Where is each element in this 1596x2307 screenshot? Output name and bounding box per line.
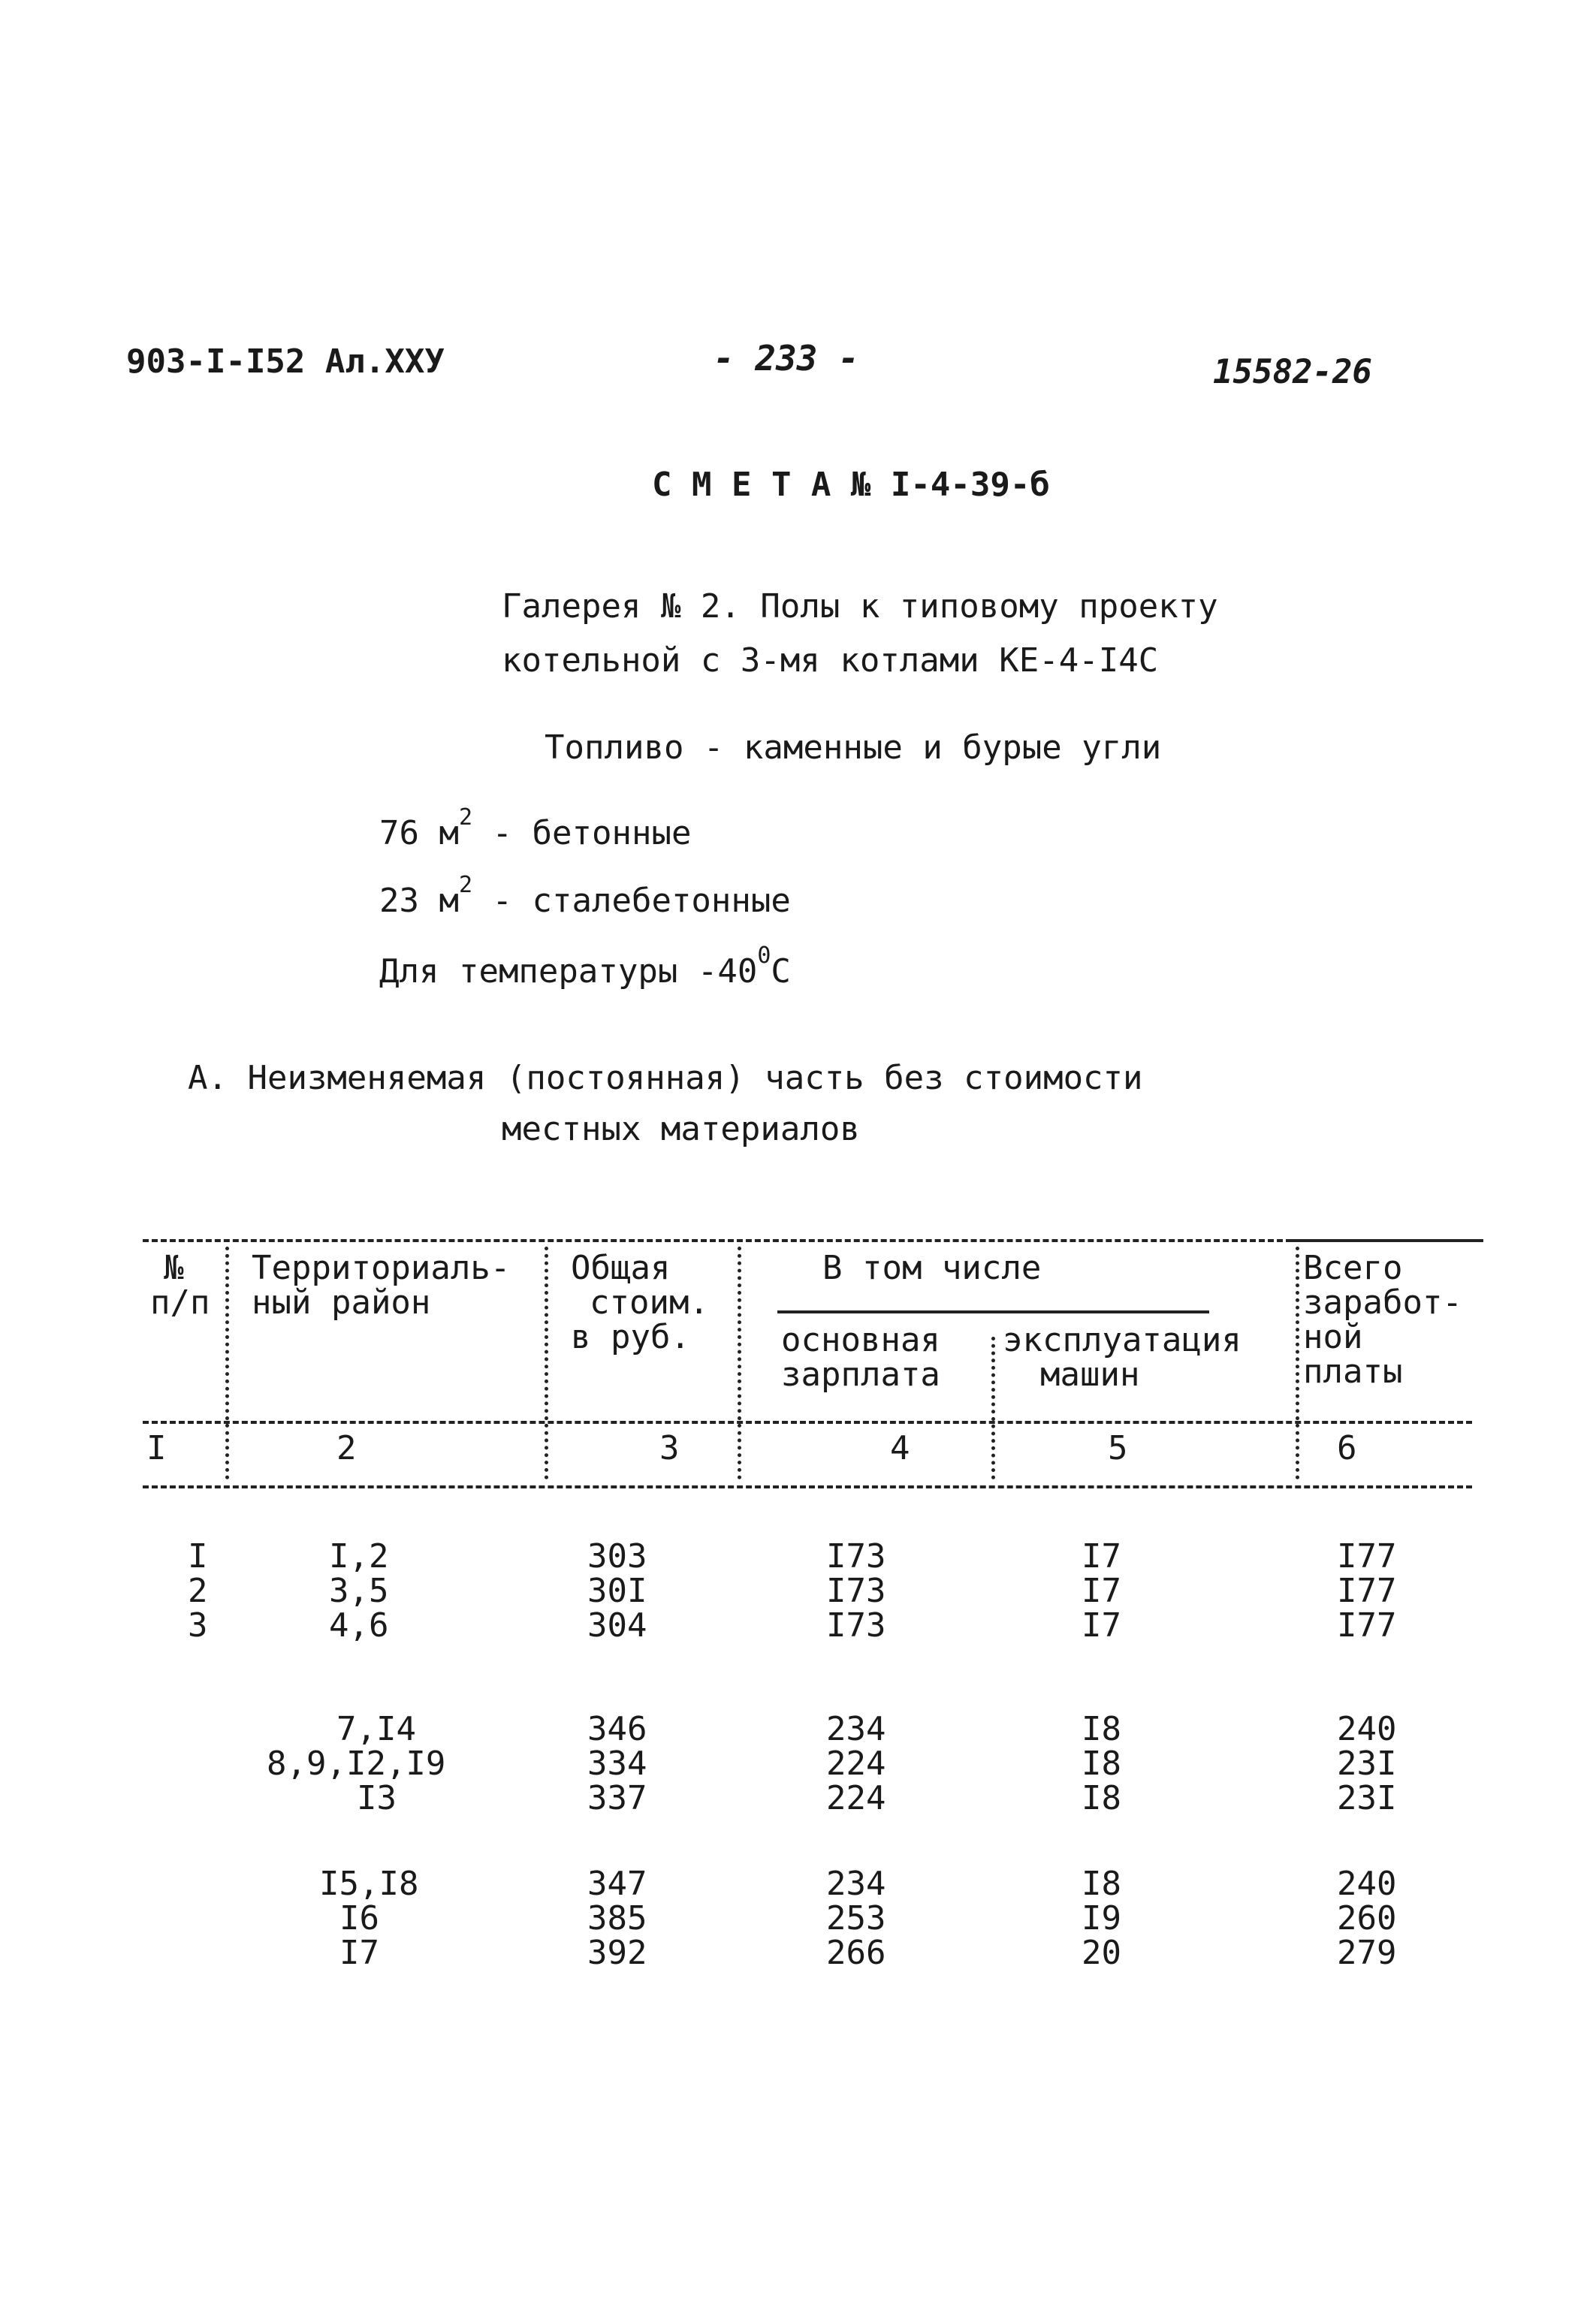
row-number: 2 [188, 1572, 208, 1610]
archive-number: 15582-26 [1213, 353, 1372, 391]
row-wage: 266 [826, 1934, 886, 1972]
col-separator-2 [545, 1247, 548, 1479]
row-region: I6 [339, 1899, 379, 1938]
row-wage: 224 [826, 1779, 886, 1817]
area2-text: - сталебетонные [492, 882, 791, 920]
page-number: - 233 - [714, 338, 859, 378]
row-total: 304 [587, 1606, 647, 1645]
description-line-2: котельной с 3-мя котлами КЕ-4-I4С [502, 641, 1159, 680]
area-line-1 [379, 804, 692, 852]
row-all-wage: I77 [1337, 1606, 1397, 1645]
header-region-b: ный район [252, 1283, 431, 1322]
row-all-wage: 279 [1337, 1934, 1397, 1972]
temperature-unit: С [771, 952, 791, 991]
estimate-title: С М Е Т А № I-4-39-б [652, 466, 1050, 504]
row-number: I [188, 1537, 208, 1576]
section-heading-line-2: местных материалов [502, 1110, 860, 1148]
row-wage: I73 [826, 1572, 886, 1610]
row-machines: I7 [1082, 1606, 1121, 1645]
row-region: 4,6 [329, 1606, 389, 1645]
area2-exponent: 2 [458, 872, 473, 898]
row-total: 337 [587, 1779, 647, 1817]
header-total-c: в руб. [571, 1318, 690, 1356]
header-machines-b: машин [1040, 1356, 1140, 1394]
row-total: 347 [587, 1865, 647, 1903]
row-region: 8,9,I2,I9 [267, 1745, 446, 1783]
row-region: I5,I8 [319, 1865, 419, 1903]
header-total-b: стоим. [590, 1283, 709, 1322]
header-allwage-d: платы [1303, 1353, 1403, 1391]
row-machines: I8 [1082, 1745, 1121, 1783]
row-all-wage: 260 [1337, 1899, 1397, 1938]
table-top-rule-right [1292, 1239, 1483, 1242]
row-wage: 224 [826, 1745, 886, 1783]
header-region-a: Территориаль- [252, 1249, 511, 1287]
row-all-wage: 23I [1337, 1745, 1397, 1783]
row-total: 303 [587, 1537, 647, 1576]
row-total: 334 [587, 1745, 647, 1783]
description-line-1: Галерея № 2. Полы к типовому проекту [502, 587, 1218, 626]
col-separator-1 [225, 1247, 229, 1479]
row-wage: I73 [826, 1537, 886, 1576]
row-machines: 20 [1082, 1934, 1121, 1972]
col-separator-3 [738, 1247, 741, 1479]
colnum-2: 2 [336, 1429, 357, 1467]
colnum-4: 4 [890, 1429, 910, 1467]
header-allwage-b: заработ- [1303, 1283, 1462, 1322]
row-wage: 234 [826, 1710, 886, 1748]
colnum-1: I [146, 1429, 167, 1467]
area1-exponent: 2 [458, 804, 473, 831]
row-region: I3 [357, 1779, 397, 1817]
header-allwage-a: Всего [1303, 1249, 1403, 1287]
row-total: 392 [587, 1934, 647, 1972]
numbers-bottom-rule [143, 1485, 1472, 1488]
row-wage: 234 [826, 1865, 886, 1903]
row-all-wage: I77 [1337, 1572, 1397, 1610]
row-wage: I73 [826, 1606, 886, 1645]
header-group: В том числе [822, 1249, 1042, 1287]
header-wage-b: зарплата [781, 1356, 940, 1394]
row-total: 30I [587, 1572, 647, 1610]
row-total: 385 [587, 1899, 647, 1938]
row-machines: I8 [1082, 1779, 1121, 1817]
header-wage-a: основная [781, 1321, 940, 1359]
table-top-rule [143, 1239, 1292, 1242]
colnum-5: 5 [1108, 1429, 1128, 1467]
header-bottom-rule [143, 1421, 1472, 1424]
row-machines: I9 [1082, 1899, 1121, 1938]
temperature-degree: 0 [757, 942, 771, 969]
colnum-3: 3 [659, 1429, 680, 1467]
colnum-6: 6 [1337, 1429, 1357, 1467]
header-num-a: № [164, 1249, 184, 1287]
row-all-wage: 240 [1337, 1710, 1397, 1748]
header-machines-a: эксплуатация [1003, 1321, 1242, 1359]
row-all-wage: 23I [1337, 1779, 1397, 1817]
row-region: 7,I4 [336, 1710, 416, 1748]
row-machines: I8 [1082, 1710, 1121, 1748]
row-all-wage: I77 [1337, 1537, 1397, 1576]
area-line-2 [379, 872, 791, 920]
area2-value: 23 м [379, 882, 459, 920]
header-allwage-c: ной [1303, 1318, 1363, 1356]
row-number: 3 [188, 1606, 208, 1645]
row-machines: I7 [1082, 1537, 1121, 1576]
col-separator-5 [1296, 1247, 1299, 1479]
temperature-value: -40 [697, 952, 758, 991]
row-region: I7 [339, 1934, 379, 1972]
row-region: 3,5 [329, 1572, 389, 1610]
row-machines: I7 [1082, 1572, 1121, 1610]
col-separator-4 [991, 1337, 995, 1479]
header-total-a: Общая [571, 1249, 671, 1287]
doc-code: 903-I-I52 Ал.XXУ [126, 342, 445, 381]
row-wage: 253 [826, 1899, 886, 1938]
temperature-label: Для температуры [379, 952, 678, 991]
row-region: I,2 [329, 1537, 389, 1576]
row-total: 346 [587, 1710, 647, 1748]
group-header-rule [777, 1310, 1209, 1313]
section-heading-line-1: А. Неизменяемая (постоянная) часть без стоимости [188, 1059, 1143, 1097]
fuel-line: Топливо - каменные и бурые угли [545, 728, 1162, 767]
row-all-wage: 240 [1337, 1865, 1397, 1903]
area1-text: - бетонные [492, 814, 692, 852]
row-machines: I8 [1082, 1865, 1121, 1903]
area1-value: 76 м [379, 814, 459, 852]
header-num-b: п/п [150, 1283, 210, 1322]
temperature-line [379, 942, 791, 991]
